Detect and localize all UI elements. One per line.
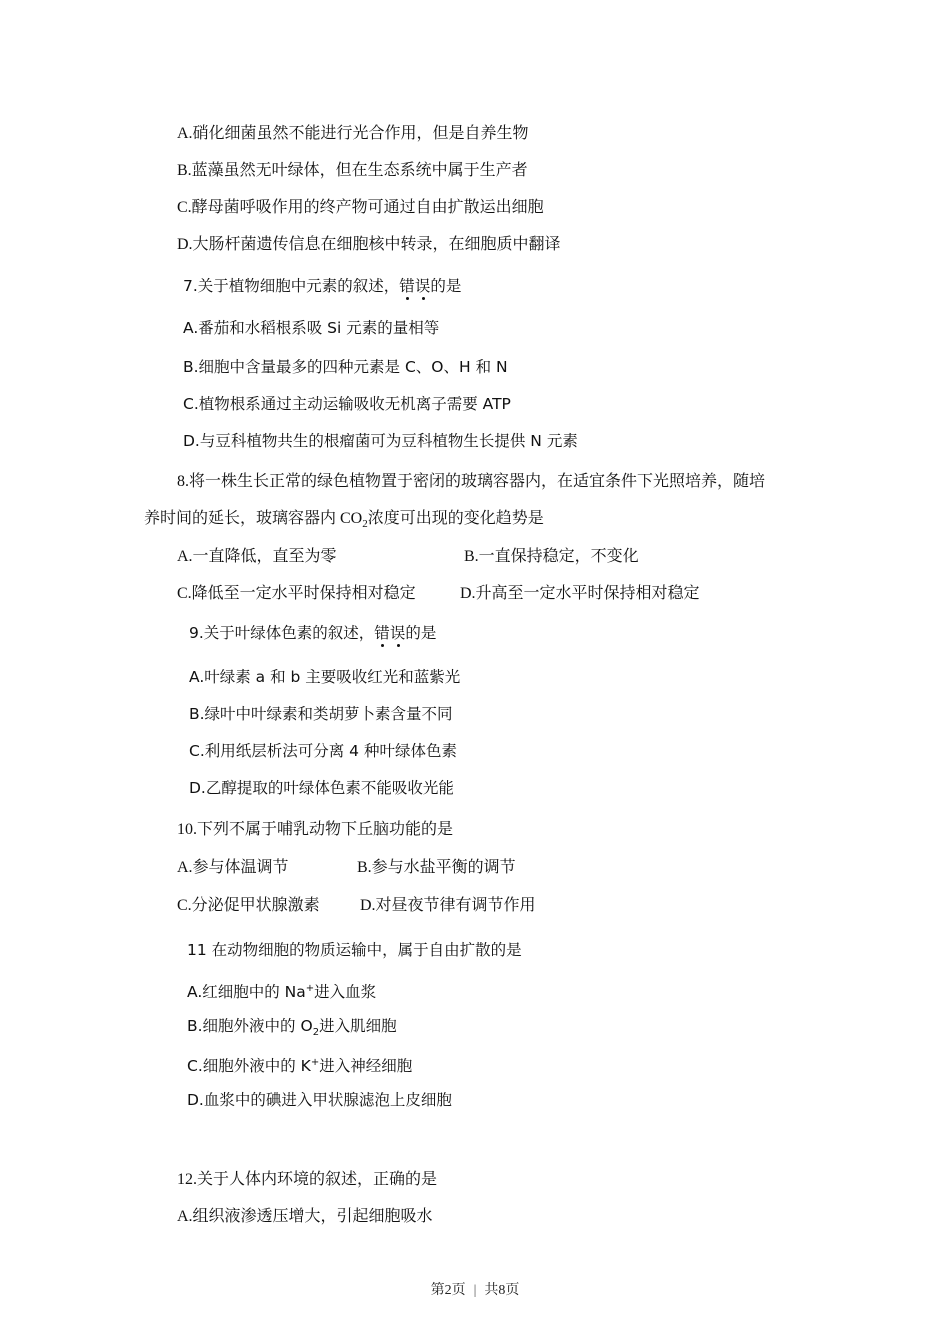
q8-option-a: A.一直降低，直至为零	[177, 548, 337, 565]
page-footer	[0, 1279, 950, 1299]
footer-separator: |	[473, 1283, 477, 1298]
q8-option-b: B.一直保持稳定，不变化	[464, 548, 639, 565]
q11-option-c	[187, 1053, 412, 1076]
q9-stem-suffix: 的是	[405, 624, 437, 642]
q6-option-d: D.大肠杆菌遗传信息在细胞核中转录，在细胞质中翻译	[177, 236, 561, 253]
q10-option-b: B.参与水盐平衡的调节	[357, 859, 516, 876]
q10-option-d: D.对昼夜节律有调节作用	[360, 897, 536, 914]
q11-option-b-suffix: 进入肌细胞	[319, 1017, 397, 1035]
q10-option-a: A.参与体温调节	[177, 859, 289, 876]
page-number: 第2页	[430, 1283, 466, 1298]
q8-co2-subscript: 2	[362, 518, 368, 531]
emphasis-char: 误	[389, 624, 406, 642]
q7-option-d: D.与豆科植物共生的根瘤菌可为豆科植物生长提供 N 元素	[183, 432, 578, 450]
q11-o2-subscript: 2	[312, 1027, 320, 1039]
q9-option-b: B.绿叶中叶绿素和类胡萝卜素含量不同	[189, 705, 453, 723]
q7-stem-prefix: 7.关于植物细胞中元素的叙述，	[183, 277, 400, 295]
q9-stem-emphasis	[374, 624, 405, 642]
q11-k-superscript: +	[310, 1057, 320, 1068]
q8-stem-line2-prefix: 养时间的延长，玻璃容器内 CO	[144, 510, 363, 527]
q11-stem: 11 在动物细胞的物质运输中，属于自由扩散的是	[187, 941, 522, 959]
q11-option-c-prefix: C.细胞外液中的 K	[187, 1057, 311, 1076]
q7-stem-emphasis	[399, 277, 430, 295]
q6-option-c: C.酵母菌呼吸作用的终产物可通过自由扩散运出细胞	[177, 199, 544, 216]
emphasis-char: 错	[399, 277, 415, 295]
q9-stem-prefix: 9.关于叶绿体色素的叙述，	[189, 624, 375, 642]
q11-option-a	[187, 979, 376, 1002]
q7-stem-suffix: 的是	[430, 277, 462, 295]
q6-option-a: A.硝化细菌虽然不能进行光合作用，但是自养生物	[177, 125, 529, 142]
q9-option-a: A.叶绿素 a 和 b 主要吸收红光和蓝紫光	[189, 668, 461, 686]
q8-option-d: D.升高至一定水平时保持相对稳定	[460, 585, 700, 602]
q11-option-a-prefix: A.红细胞中的 Na	[187, 983, 306, 1002]
q11-option-d: D.血浆中的碘进入甲状腺滤泡上皮细胞	[187, 1091, 452, 1109]
q9-option-d: D.乙醇提取的叶绿体色素不能吸收光能	[189, 779, 454, 797]
q11-option-b-prefix: B.细胞外液中的 O	[187, 1017, 313, 1035]
q9-option-c: C.利用纸层析法可分离 4 种叶绿体色素	[189, 742, 457, 760]
q6-option-b: B.蓝藻虽然无叶绿体，但在生态系统中属于生产者	[177, 162, 528, 179]
page-total: 共8页	[484, 1283, 520, 1298]
q8-stem-line1: 8.将一株生长正常的绿色植物置于密闭的玻璃容器内，在适宜条件下光照培养，随培	[177, 473, 766, 490]
q11-option-c-suffix: 进入神经细胞	[319, 1057, 413, 1076]
q11-option-a-suffix: 进入血浆	[314, 983, 377, 1002]
q12-stem: 12.关于人体内环境的叙述，正确的是	[177, 1171, 438, 1188]
q11-option-b	[187, 1016, 397, 1043]
q7-option-b: B.细胞中含量最多的四种元素是 C、O、H 和 N	[183, 358, 508, 376]
q8-stem-line2	[144, 509, 544, 534]
emphasis-char: 错	[374, 624, 390, 642]
q11-na-superscript: +	[305, 983, 315, 994]
q7-option-c: C.植物根系通过主动运输吸收无机离子需要 ATP	[183, 395, 511, 413]
q7-stem	[183, 276, 461, 296]
q12-option-a: A.组织液渗透压增大，引起细胞吸水	[177, 1208, 433, 1225]
q8-option-c: C.降低至一定水平时保持相对稳定	[177, 585, 416, 602]
q8-stem-line2-suffix: 浓度可出现的变化趋势是	[367, 510, 544, 527]
emphasis-char: 误	[414, 277, 431, 295]
q9-stem	[189, 623, 436, 643]
q10-stem: 10.下列不属于哺乳动物下丘脑功能的是	[177, 821, 454, 838]
q7-option-a: A.番茄和水稻根系吸 Si 元素的量相等	[183, 319, 440, 337]
q10-option-c: C.分泌促甲状腺激素	[177, 897, 320, 914]
